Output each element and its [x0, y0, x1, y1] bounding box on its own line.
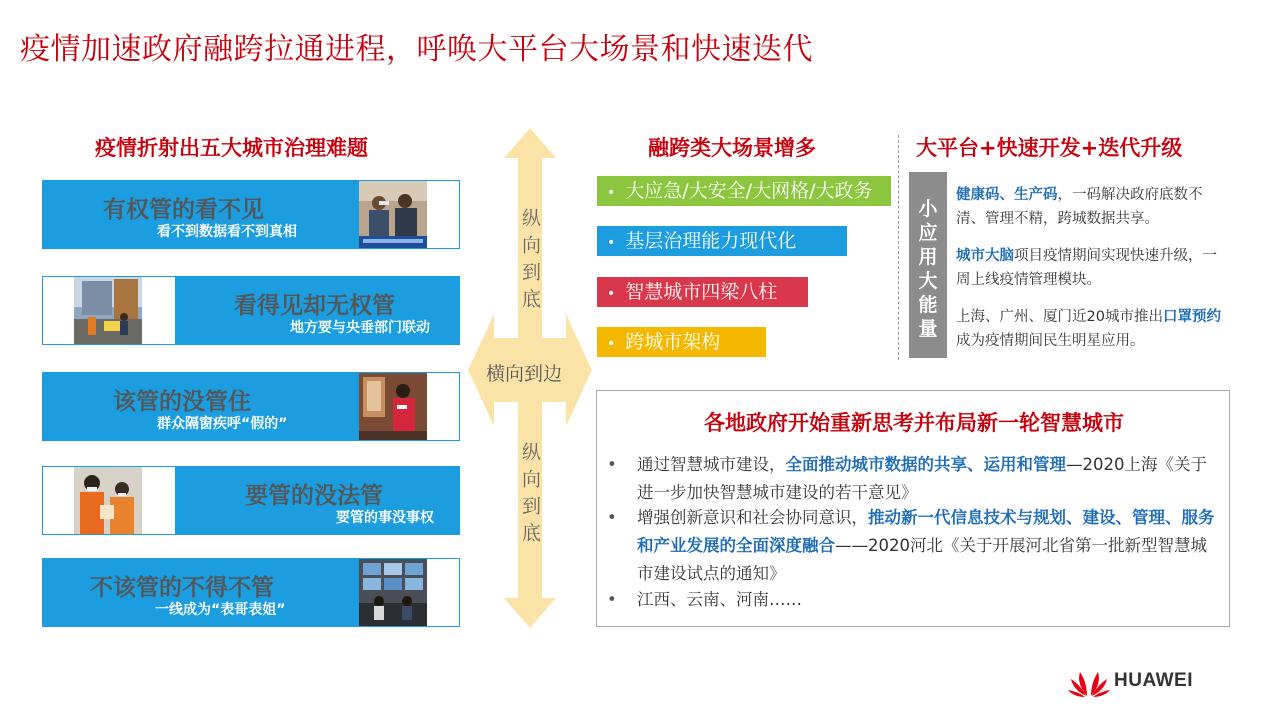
card-title: 看得见却无权管: [234, 293, 395, 319]
horizontal-label: 横向到边: [486, 363, 563, 385]
problem-card: [42, 466, 460, 535]
card-title: 该管的没管住: [113, 389, 251, 415]
scenario-label: 大应急/大安全/大网格/大政务: [625, 180, 873, 202]
scenario-bar: [597, 277, 808, 307]
policy-item: [607, 586, 1222, 614]
highlight: 城市大脑: [956, 248, 1014, 264]
highlight: 推动新一代信息技术与规划、建设、管理、服务和产业发展的全面深度融合: [637, 508, 1215, 555]
scenario-label: 基层治理能力现代化: [625, 230, 797, 252]
card-subtitle: 群众隔窗疾呼“假的”: [157, 416, 288, 432]
policy-box: [596, 390, 1230, 627]
bullet: •: [607, 455, 617, 474]
street-checkpoint-photo: [74, 277, 142, 344]
bullet: •: [607, 185, 616, 201]
text: 江西、云南、河南……: [637, 590, 802, 609]
text: 成为疫情期间民生明星应用。: [956, 333, 1145, 349]
control-room-photo: [359, 559, 427, 626]
scenario-bar: [597, 327, 766, 357]
card-subtitle: 看不到数据看不到真相: [157, 224, 297, 240]
column-divider: [898, 135, 899, 360]
bullet: •: [607, 286, 616, 302]
sidebar-label-text: 小应用大能量: [918, 198, 938, 340]
problem-card: [42, 276, 460, 345]
policy-heading: 各地政府开始重新思考并布局新一轮智慧城市: [704, 411, 1124, 435]
problem-card: [42, 558, 460, 627]
app-paragraph-3: [956, 305, 1226, 353]
huawei-logo: [1068, 664, 1208, 698]
bullet: •: [607, 590, 617, 609]
huawei-petal-icon: [1068, 664, 1110, 698]
text: ，一码解决政府底数不清、管理不精，跨城数据共享。: [956, 187, 1203, 227]
problem-card: [42, 180, 460, 249]
card-title: 有权管的看不见: [103, 197, 264, 223]
left-heading: 疫情折射出五大城市治理难题: [95, 136, 368, 160]
page-title: 疫情加速政府融跨拉通进程，呼唤大平台大场景和快速迭代: [20, 32, 813, 67]
scenario-label: 智慧城市四梁八柱: [625, 281, 778, 303]
card-subtitle: 地方要与央垂部门联动: [290, 320, 430, 336]
highlight: 口罩预约: [1162, 309, 1221, 325]
vertical-label-bottom: 纵向到底: [519, 442, 541, 550]
text: 增强创新意识和社会协同意识，: [637, 508, 868, 527]
scenario-label: 跨城市架构: [625, 331, 721, 353]
card-title: 要管的没法管: [245, 483, 383, 509]
text: 上海、广州、厦门近20城市推出: [956, 309, 1163, 325]
video-conference-photo: [359, 181, 427, 248]
card-title: 不该管的不得不管: [90, 575, 274, 601]
card-subtitle: 要管的事没事权: [336, 510, 434, 526]
bullet: •: [607, 235, 616, 251]
text: —2020上海《关于进一步加快智慧城市建设的若干意见》: [637, 455, 1207, 502]
app-paragraph-2: [956, 244, 1226, 292]
highlight: 全面推动城市数据的共享、运用和管理: [785, 455, 1066, 474]
scenario-bar: [597, 226, 847, 256]
middle-heading: 融跨类大场景增多: [648, 136, 816, 160]
card-subtitle: 一线成为“表哥表姐”: [155, 602, 286, 618]
text: 通过智慧城市建设，: [637, 455, 786, 474]
problem-card: [42, 372, 460, 441]
policy-item: [607, 451, 1222, 507]
bullet: •: [607, 336, 616, 352]
huawei-wordmark: HUAWEI: [1114, 670, 1193, 691]
sidebar-label: [909, 172, 947, 358]
bullet: •: [607, 508, 617, 527]
workers-masks-photo: [74, 467, 142, 534]
vertical-label-top: 纵向到底: [519, 208, 541, 316]
text: 项目疫情期间实现快速升级，一周上线疫情管理模块。: [956, 248, 1217, 288]
right-heading: 大平台+快速开发+迭代升级: [916, 136, 1183, 160]
volunteer-window-photo: [359, 373, 427, 440]
highlight: 健康码、生产码: [956, 187, 1058, 203]
direction-arrows: [468, 128, 592, 628]
policy-item: [607, 504, 1222, 588]
text: ——2020河北《关于开展河北省第一批新型智慧城市建设试点的通知》: [637, 536, 1207, 583]
scenario-bar: [597, 176, 891, 206]
app-paragraph-1: [956, 183, 1226, 231]
